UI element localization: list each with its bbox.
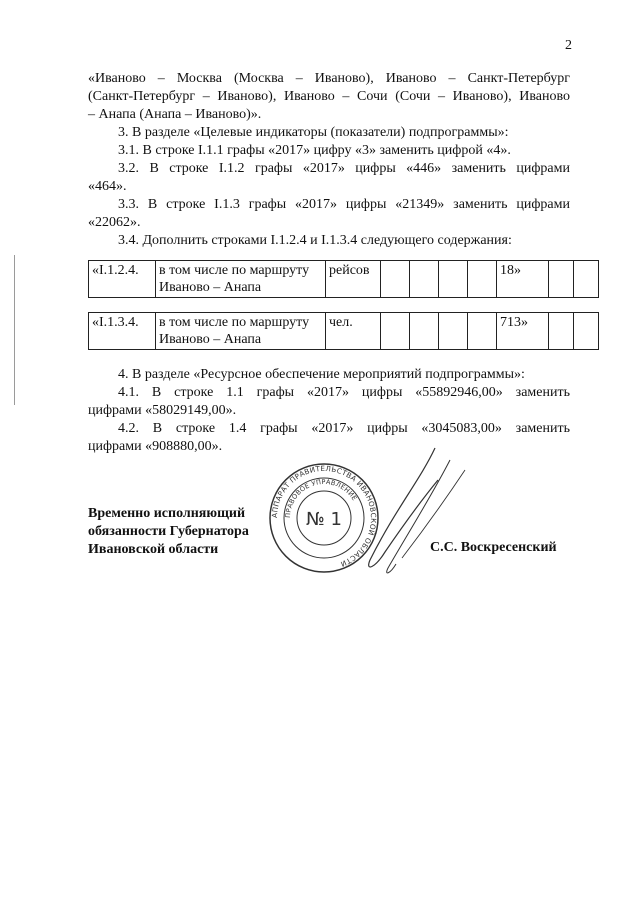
table1-empty-cell [410,261,439,298]
table1-code: «I.1.2.4. [89,261,156,298]
table2-code: «I.1.3.4. [89,313,156,350]
item-3-2-line-2: «464». [88,179,127,194]
table2-description [156,313,326,350]
table1-desc-line-2: Иваново – Анапа [159,280,262,295]
item-3: 3. В разделе «Целевые индикаторы (показатели) подпрограммы»: [118,125,509,140]
table2-desc-line-2: Иваново – Анапа [159,332,262,347]
table1-value: 18» [497,261,549,298]
table2-empty-cell [468,313,497,350]
item-4-1-line-2: цифрами «58029149,00». [88,403,237,418]
item-3-2 [88,160,570,196]
table1-desc-line-1: в том числе по маршруту [159,263,310,278]
table2-empty-cell [574,313,599,350]
item-3-4: 3.4. Дополнить строками I.1.2.4 и I.1.3.4 следующего содержания: [118,233,512,248]
item-4-2 [88,420,570,456]
signer-title-line-3: Ивановской области [88,542,219,557]
table2-desc-line-1: в том числе по маршруту [159,315,310,330]
scan-margin-line [14,255,15,405]
table1-empty-cell [381,261,410,298]
signer-title-line-2: обязанности Губернатора [88,524,249,539]
table1-empty-cell [468,261,497,298]
routes-paragraph [88,70,570,124]
signer-name: С.С. Воскресенский [430,540,557,555]
svg-text:№ 1: № 1 [306,509,342,530]
signer-title [88,505,249,559]
table2-empty-cell [439,313,468,350]
item-4: 4. В разделе «Ресурсное обеспечение мероприятий подпрограммы»: [118,367,525,382]
table1-unit: рейсов [326,261,381,298]
table2-value: 713» [497,313,549,350]
table1-empty-cell [549,261,574,298]
routes-line-3: – Анапа (Анапа – Иваново)». [88,107,262,122]
routes-line-2: (Санкт-Петербург – Иваново), Иваново – Сочи (Сочи – Иваново), Иваново [88,89,570,104]
signer-title-line-1: Временно исполняющий [88,506,246,521]
item-4-1 [88,384,570,420]
table-row-i-1-3-4 [88,312,599,350]
item-4-1-line-1: 4.1. В строке 1.1 графы «2017» цифры «55892946,00» заменить [118,385,570,400]
item-3-1: 3.1. В строке I.1.1 графы «2017» цифру «3» заменить цифрой «4». [118,143,511,158]
item-4-2-line-2: цифрами «908880,00». [88,439,223,454]
page-number: 2 [565,38,572,53]
signature-icon [340,440,470,590]
item-3-2-line-1: 3.2. В строке I.1.2 графы «2017» цифры «446» заменить цифрами [118,161,570,176]
table1-empty-cell [574,261,599,298]
routes-line-1: «Иваново – Москва (Москва – Иваново), Иваново – Санкт-Петербург [88,71,570,86]
table2-empty-cell [381,313,410,350]
table2-empty-cell [549,313,574,350]
table1-empty-cell [439,261,468,298]
svg-text:ПРАВОВОЕ УПРАВЛЕНИЕ: ПРАВОВОЕ УПРАВЛЕНИЕ [283,477,359,519]
table2-empty-cell [410,313,439,350]
item-3-3-line-1: 3.3. В строке I.1.3 графы «2017» цифры «21349» заменить цифрами [118,197,570,212]
table2-unit: чел. [326,313,381,350]
table1-description [156,261,326,298]
svg-text:АППАРАТ ПРАВИТЕЛЬСТВА ИВАНОВСК: АППАРАТ ПРАВИТЕЛЬСТВА ИВАНОВСКОЙ ОБЛАСТИ [269,463,379,569]
item-3-3 [88,196,570,232]
item-3-3-line-2: «22062». [88,215,141,230]
item-4-2-line-1: 4.2. В строке 1.4 графы «2017» цифры «3045083,00» заменить [118,421,570,436]
table-row-i-1-2-4 [88,260,599,298]
